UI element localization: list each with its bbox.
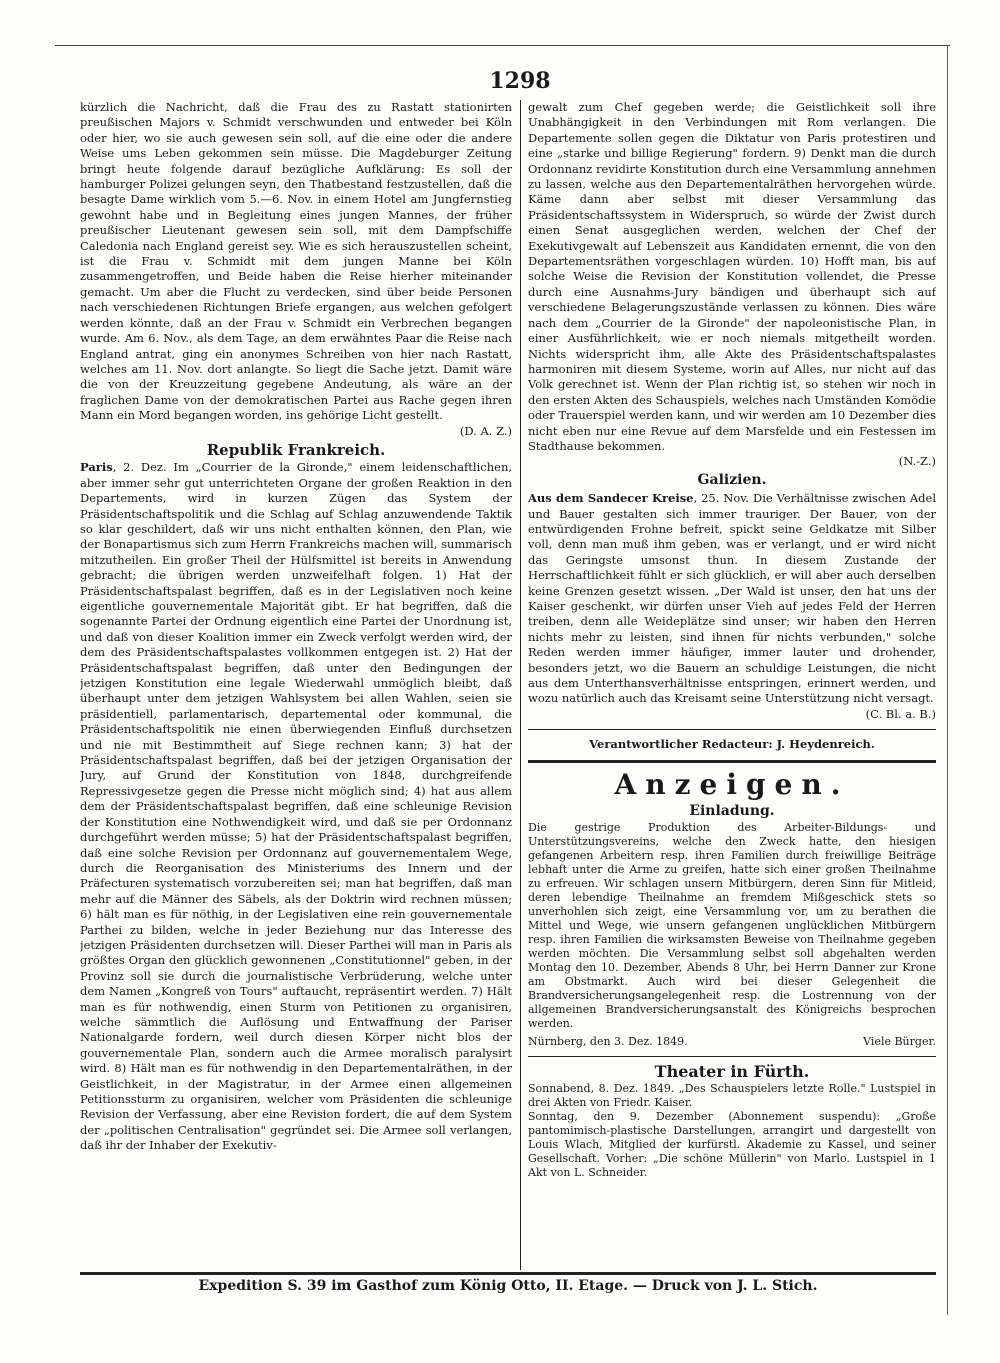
einladung-signature: Viele Bürger. [863,1035,936,1049]
rule-after-editor [528,760,936,763]
paris-article [80,460,512,1153]
einladung-text: Die gestrige Produktion des Arbeiter-Bildungs- und Unterstützungsvereins, welche den Zweck hatte, den hiesigen gefangenen Arbeitern resp. ihren Familien durch freiwillige Beiträge lebhaft unter die Arme zu greifen, hatte sich einer großen Theilnahme zu erfreuen. Wir schlagen unsern Mitbürgern, deren Sinn für Mitleid, deren lebendige Theilnahme an fremdem Mißgeschick stets so unverhohlen sich zeigt, eine Versammlung vor, um zu berathen die Mittel und Wege, wie unsern gefangenen unglücklichen Mitbürgern resp. ihren Familien die wirksamsten Beweise von Theilnahme gegeben werden möchten. Die Versammlung selbst soll abgehalten werden Montag den 10. Dezember, Abends 8 Uhr, bei Herrn Danner zur Krone am Obstmarkt. Auch wird bei dieser Gelegenheit die Brandversicherungsangelegenheit resp. die Lostrennung von der allgemeinen Brandversicherungsanstalt des Königreichs besprochen werden. [528,821,936,1031]
section-heading-france: Republik Frankreich. [206,440,386,459]
column-divider [520,100,521,1270]
imprint-footer: Expedition S. 39 im Gasthof zum König Otto, II. Etage. — Druck von J. L. Stich. [198,1278,818,1294]
continuation-article: gewalt zum Chef gegeben werde; die Geistlichkeit soll ihre Unabhängigkeit in den Verbindungen mit Rom verlangen. Die Departemente sollen gegen die Diktatur von Paris protestiren und eine „starke und billige Regierung" fordern. 9) Denkt man die durch Ordonnanz revidirte Konstitution durch eine Versammlung annehmen zu lassen, welche aus den Departementalräthen hervorgehen würde. Käme dann aber selbst mit dieser Versammlung das Präsidentschaftssystem in Widerspruch, so würde der Zwist durch einen Senat ausgeglichen werden, welchen der Chef der Exekutivgewalt auf Lebenszeit aus Kandidaten ernennt, die von den Departementsräthen vorgeschlagen würden. 10) Hofft man, bis auf solche Weise die Revision der Konstitution vollendet, die Presse durch eine Ausnahms-Jury bändigen und überhaupt sich auf verschiedene Belagerungszustände verlassen zu können. Dies wäre nach dem „Courrier de la Gironde" der napoleonistische Plan, in einer Ausführlichkeit, wie er noch niemals mitgetheilt worden. Nichts widerspricht ihm, alle Akte des Präsidentschaftspalastes harmoniren mit diesem Systeme, worin auf Alles, nur nicht auf das Volk gerechnet ist. Wenn der Plan richtig ist, so stehen wir noch in den ersten Akten des Schauspiels, welches nach Umständen Komödie oder Trauerspiel werden kann, und wir werden am 10 Dezember dies nicht eben nur eine Revue auf dem Marsfelde und ein Festessen im Stadthause bekommen. [528,100,936,453]
rule-before-theater [528,1056,936,1057]
intro-article: kürzlich die Nachricht, daß die Frau des zu Rastatt stationirten preußischen Majors v. Schmidt verschwunden und entweder bei Köln oder hier, wo sie auch gewesen sein soll, auf die eine oder die andere Weise ums Leben gekommen sein müsse. Die Magdeburger Zeitung bringt heute folgende darauf bezügliche Aufklärung: Es soll der hamburger Polizei gelungen seyn, den Thatbestand festzustellen, daß die besagte Dame wirklich vom 5.—6. Nov. in einem Hotel am Jungfernstieg gewohnt habe und in Begleitung eines jungen Mannes, der früher preußischer Lieutenant gewesen sein soll, mit dem Dampfschiffe Caledonia nach England gereist sey. Wie es sich herauszustellen scheint, ist die Frau v. Schmidt mit dem jungen Manne bei Köln zusammengetroffen, und Beide haben die Reise hierher miteinander gemacht. Um aber die Flucht zu verdecken, sind über beide Personen nach verschiedenen Richtungen Briefe ergangen, aus welchen gefolgert werden könnte, daß an der Frau v. Schmidt ein Verbrechen begangen wurde. Am 6. Nov., als dem Tage, an dem erwähntes Paar die Reise nach England antrat, ging ein anonymes Schreiben von hier nach Rastatt, welches am 11. Nov. dort anlangte. So liegt die Sache jetzt. Damit wäre die von der Kreuzzeitung gegebene Andeutung, als wäre an der fraglichen Dame von der demokratischen Partei aus Rache gegen ihren Mann ein Mord begangen worden, ins gehörige Licht gestellt. [80,100,512,423]
footer-rule [80,1272,936,1275]
page-right-border [947,45,948,1315]
anzeigen-heading: Anzeigen. [614,767,850,801]
einladung-footer [528,1035,936,1049]
responsible-editor: Verantwortlicher Redacteur: J. Heydenreich. [589,737,875,752]
galizien-article [528,491,936,707]
page-number: 1298 [489,68,551,94]
section-heading-galizien: Galizien. [697,471,767,488]
galizien-source: (C. Bl. a. B.) [865,706,936,721]
theater-heading: Theater in Fürth. [654,1062,810,1082]
einladung-heading: Einladung. [689,803,775,820]
einladung-place-date: Nürnberg, den 3. Dez. 1849. [528,1035,688,1049]
paris-article-text: Im „Courrier de la Gironde," einem leidenschaftlichen, aber immer sehr gut unterrichteten Organe der großen Reaktion in den Departements, wird in kurzen Zügen das System der Präsidentschaftspolitik und die Schlag auf Schlag anzuwendende Taktik so klar geschildert, daß wir uns nicht enthalten können, den Plan, wie der Bonapartismus sich zum Herrn Frankreichs machen will, summarisch mitzutheilen. Ein großer Theil der Hülfsmittel ist bereits in Anwendung gebracht; die übrigen werden unzweifelhaft folgen. 1) Hat der Präsidentschaftspalast begriffen, daß es in der Legislativen noch keine eigentliche gouvernementale Majorität gibt. Er hat begriffen, daß die sogenannte Partei der Ordnung eigentlich eine Partei der Unordnung ist, und daß von dieser Koalition immer ein Zweck verfolgt werden wird, der dem des Präsidentschaftspalastes vollkommen entgegen ist. 2) Hat der Präsidentschaftspalast begriffen, daß unter den Bedingungen der jetzigen Konstitution eine legale Wiederwahl unmöglich bleibt, daß überhaupt unter dem jetzigen Wahlsystem bei allen Wahlen, seien sie präsidentiell, parlamentarisch, departemental oder kommunal, die Präsidentschaftspolitik nie einen überwiegenden Einfluß durchsetzen und nie mit Bestimmtheit auf Siege rechnen kann; 3) hat der Präsidentschaftspalast begriffen, daß bei der jetzigen Organisation der Jury, auf Grund der Konstitution von 1848, durchgreifende Repressivgesetze gegen die Presse nicht möglich sind; 4) hat aus allem dem der Präsidentschaftspalast begriffen, daß eine schleunige Revision der Konstitution eine Nothwendigkeit wird, und daß sie per Ordonnanz durchgeführt werden müsse; 5) hat der Präsidentschaftspalast begriffen, daß eine solche Revision per Ordonnanz auf gouvernementalem Wege, durch die Reorganisation des Ministeriums des Innern und der Präfecturen systematisch vorzubereiten sei; man hat begriffen, daß man mehr auf die Männer des Säbels, als der Doktrin wird rechnen müssen; 6) hält man es für nöthig, in der Legislativen eine rein gouvernementale Parthei zu bilden, welche in jeder Beziehung nur das Interesse des jetzigen Präsidenten durchsetzen will. Dieser Parthei will man in Paris als größtes Organ den glücklich gewonnenen „Constitutionnel" geben, in der Provinz soll sie durch die journalistische Verbrüderung, welche unter dem Namen „Kongreß von Tours" auftaucht, repräsentirt werden. 7) Hält man es für nothwendig, einen Sturm von Petitionen zu organisiren, welche sämmtlich die Auflösung und Entwaffnung der Pariser Nationalgarde fordern, weil durch diesen Körper nicht blos der gouvernementale Plan, sondern auch die Armee moralisch paralysirt wird. 8) Hält man es für nothwendig in den Departementalräthen, in der Geistlichkeit, in der Magistratur, in der Armee einen allgemeinen Petitionssturm zu organisiren, welcher vom Präsidenten die schleunige Revision der Verfassung, aber eine Revision fordert, die auf dem System der „politischen Centralisation" gegründet sei. Die Armee soll verlangen, daß ihr der Inhaber der Exekutiv- [80,460,512,1153]
theater-sunday: Sonntag, den 9. Dezember (Abonnement suspendu): „Große pantomimisch-plastische Darstellungen, arrangirt und dargestellt von Louis Wlach, Mitglied der kurfürstl. Akademie zu Kassel, und seiner Gesellschaft. Vorher: „Die schöne Müllerin" von Marlo. Lustspiel in 1 Akt von L. Schneider. [528,1109,936,1179]
galizien-date: , 25. Nov. [693,491,750,506]
theater-saturday: Sonnabend, 8. Dez. 1849. „Des Schauspielers letzte Rolle." Lustspiel in drei Akten von Friedr. Kaiser. [528,1081,936,1109]
paris-date: , 2. Dez. [112,460,167,475]
galizien-dateline: Aus dem Sandecer Kreise [528,491,694,506]
page-top-border [55,45,950,46]
intro-source: (D. A. Z.) [459,423,512,438]
paris-dateline: Paris [80,460,113,475]
right-column [528,100,936,1268]
galizien-text: Die Verhältnisse zwischen Adel und Bauer gestalten sich immer trauriger. Der Bauer, von der entwürdigenden Frohne befreit, spickt seine Geldkatze mit Silber voll, denn man muß ihm geben, was er verlangt, und er wird nicht das Geringste umsonst thun. In diesem Zustande der Herrschaftlichkeit fühlt er sich glücklich, er will aber auch derselben keine Grenzen gesetzt wissen. „Der Wald ist unser, den hat uns der Kaiser geschenkt, wir dürfen unser Vieh auf jedes Feld der Herren treiben, denn alle Weideplätze sind unser; wir haben den Herren nichts mehr zu leisten, sind ihnen für nichts verbunden," solche Reden werden immer häufiger, immer lauter und drohender, besonders jetzt, wo die Bauern an schuldige Leistungen, die nicht aus dem Unterthansverhältnisse entspringen, erinnert werden, und wozu natürlich auch das Kreisamt seine Unterstützung nicht versagt. [528,491,936,706]
rule-before-editor [528,729,936,730]
left-column [80,100,512,1268]
continuation-source: (N.-Z.) [898,454,936,469]
